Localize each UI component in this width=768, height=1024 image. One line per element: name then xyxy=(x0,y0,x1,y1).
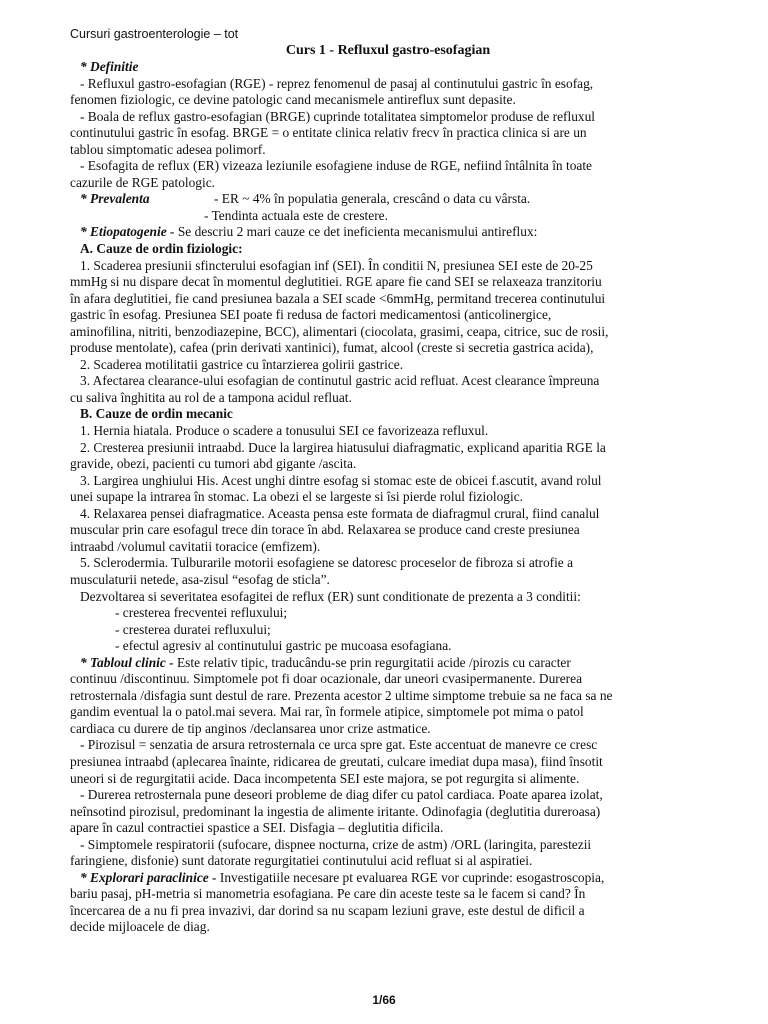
text-line: cazurile de RGE patologic. xyxy=(70,174,216,190)
conditions-list xyxy=(70,605,696,655)
text-line: muscular prin care esofagul trece din torace în abd. Relaxarea se produce cand creste presiunea xyxy=(70,522,580,538)
text-line: 2. Scaderea motilitatii gastrice cu întarzierea golirii gastrice. xyxy=(80,356,404,372)
text-line: intraabd /volumul cavitatii toracice (emfizem). xyxy=(70,538,321,554)
page-number: 1/66 xyxy=(372,993,396,1007)
prevalenta-row xyxy=(70,191,696,208)
tablou-text: Este relativ tipic, traducându-se prin regurgitatii acide /pirozis cu caracter xyxy=(173,654,571,670)
text-line: musculaturii netede, asa-zisul “esofag de sticla”. xyxy=(70,571,330,587)
text-line: gravide, obezi, pacienti cu tumori abd gigante /ascita. xyxy=(70,456,357,472)
text-line: Dezvoltarea si severitatea esofagitei de reflux (ER) sunt conditionate de prezenta a 3 conditii: xyxy=(80,588,581,604)
text-line: neînsotind pirozisul, predominant la ingestia de alimente iritante. Odinofagia (deglutitia dureroasa) xyxy=(70,803,601,819)
text-line: în afara deglutitiei, fie cand presiunea bazala a SEI scade <6mmHg, permitand trecerea continutului xyxy=(70,290,606,306)
text-line: continutului gastric în esofag. BRGE = o entitate clinica relativ frecv în practica clinica si are un xyxy=(70,125,587,141)
text-line: - Esofagita de reflux (ER) vizeaza leziunile esofagiene induse de RGE, nefiind întâlnita în toate xyxy=(80,158,592,174)
text-line: 5. Sclerodermia. Tulburarile motorii esofagiene se datoresc proceselor de fibroza si atrofie a xyxy=(80,555,574,571)
prevalenta-line: - ER ~ 4% în populatia generala, crescând o data cu vârsta. xyxy=(214,191,531,207)
text-line: încercarea de a nu fi prea invazivi, dar dorind sa nu scapam leziuni grave, este destul de dificil a xyxy=(70,902,585,918)
text-line: cardiaca cu durere de tip anginos /declansarea unor crize astmatice. xyxy=(70,720,431,736)
text-line: cu saliva înghitita au rol de a tampona acidul refluat. xyxy=(70,389,352,405)
text-line: retrosternala /disfagia sunt destul de rare. Prezenta acestor 2 ultime simptome trebuie sa ne faca sa ne xyxy=(70,687,613,703)
subheading-cauze-mecanic: B. Cauze de ordin mecanic xyxy=(80,406,233,422)
etiopatogenie-text: Se descriu 2 mari cauze ce det ineficienta mecanismului antireflux: xyxy=(174,224,538,240)
tablou-clinic-paragraph xyxy=(70,671,696,870)
section-label-explorari: * Explorari paraclinice - xyxy=(80,869,217,885)
text-line: presiunea intraabd (aplecarea înainte, ridicarea de greutati, culcare imediat dupa masa), fiind însotit xyxy=(70,753,603,769)
text-line: gandim eventual la o patol.mai severa. Mai rar, în formele atipice, simptomele pot mima o patol xyxy=(70,704,584,720)
text-line: continuu /discontinuu. Simptomele pot fi doar ocazionale, dar uneori cvasipermanente. Durerea xyxy=(70,671,583,687)
text-line: uneori si de regurgitatii acide. Daca incompetenta SEI este majora, se pot regurgita si alimente. xyxy=(70,770,580,786)
text-line: gastric în esofag. Presiunea SEI poate fi redusa de factori medicamentosi (anticolinergice, xyxy=(70,307,552,323)
text-line: faringiene, disfonie) sunt datorate regurgitatiei continutului acid refluat si al aspiratiei. xyxy=(70,853,533,869)
text-line: tablou simptomatic adesea polimorf. xyxy=(70,141,266,157)
text-line: 2. Cresterea presiunii intraabd. Duce la largirea hiatusului diafragmatic, explicand aparitia RGE la xyxy=(80,439,606,455)
text-line: aminofilina, nitriti, benzodiazepine, BCC), alimentari (ciocolata, grasimi, ceapa, citrice, suc de rosii, xyxy=(70,323,609,339)
document-body xyxy=(70,59,696,936)
explorari-first-line xyxy=(70,870,696,887)
document-header: Cursuri gastroenterologie – tot xyxy=(70,27,239,41)
text-line: - Boala de reflux gastro-esofagian (BRGE) cuprinde totalitatea simptomelor produse de refluxul xyxy=(80,108,596,124)
explorari-paragraph xyxy=(70,886,696,936)
text-line: - Simptomele respiratorii (sufocare, dispnee nocturna, crize de astm) /ORL (laringita, parestezii xyxy=(80,836,592,852)
tablou-first-line xyxy=(70,655,696,672)
text-line: - Durerea retrosternala pune deseori probleme de diag difer cu patol cardiaca. Poate aparea izolat, xyxy=(80,787,603,803)
section-label-tablou-clinic: * Tabloul clinic - xyxy=(80,654,174,670)
etiopatogenie-line xyxy=(70,224,696,241)
section-label-prevalenta: * Prevalenta xyxy=(80,191,150,207)
text-line: 3. Afectarea clearance-ului esofagian de continutul gastric acid refluat. Acest clearance împreuna xyxy=(80,373,600,389)
text-line: 4. Relaxarea pensei diafragmatice. Aceasta pensa este formata de diafragmul crural, fiind canalul xyxy=(80,505,600,521)
subheading-cauze-fiziologic: A. Cauze de ordin fiziologic: xyxy=(80,241,243,257)
text-line: 1. Hernia hiatala. Produce o scadere a tonusului SEI ce favorizeaza refluxul. xyxy=(80,423,489,439)
text-line: apare în cazul contractiei spastice a SEI. Disfagia – deglutitia dificila. xyxy=(70,820,444,836)
page-title: Curs 1 - Refluxul gastro-esofagian xyxy=(285,43,491,58)
prevalenta-line: - Tendinta actuala este de crestere. xyxy=(204,207,388,223)
text-line: mmHg si nu dispare decat în momentul deglutitiei. RGE apare fie cand SEI se relaxeaza tranzitoriu xyxy=(70,274,602,290)
text-line: unei supape la intrarea în stomac. La obezi el se largeste si îsi pierde rolul fiziologic. xyxy=(70,489,524,505)
cauze-fiziologic-list xyxy=(70,258,696,407)
text-line: 1. Scaderea presiunii sfincterului esofagian inf (SEI). În conditii N, presiunea SEI este de 20-25 xyxy=(80,257,593,273)
text-line: - cresterea frecventei refluxului; xyxy=(115,605,288,621)
text-line: - efectul agresiv al continutului gastric pe mucoasa esofagiana. xyxy=(115,638,452,654)
text-line: 3. Largirea unghiului His. Acest unghi dintre esofag si stomac este de obicei f.ascutit, avand rolul xyxy=(80,472,602,488)
explorari-text: Investigatiile necesare pt evaluarea RGE vor cuprinde: esogastroscopia, xyxy=(216,869,605,885)
text-line: decide mijloacele de diag. xyxy=(70,919,210,935)
text-line: - cresterea duratei refluxului; xyxy=(115,621,271,637)
text-line: produse mentolate), cafea (prin derivati xantinici), fumat, alcool (creste si secretia gastrica acida), xyxy=(70,340,594,356)
cauze-mecanic-list xyxy=(70,423,696,605)
text-line: - Pirozisul = senzatia de arsura retrosternala ce urca spre gat. Este accentuat de manevre ce cresc xyxy=(80,737,598,753)
section-heading-definitie: * Definitie xyxy=(80,59,139,74)
text-line: bariu pasaj, pH-metria si manometria esofagiana. Pe care din aceste teste sa le facem si cand? În xyxy=(70,886,586,902)
section-label-etiopatogenie: * Etiopatogenie - xyxy=(80,224,175,240)
definitie-paragraph xyxy=(70,76,696,192)
text-line: fenomen fiziologic, ce devine patologic cand mecanismele antireflux sunt depasite. xyxy=(70,92,516,108)
text-line: - Refluxul gastro-esofagian (RGE) - reprez fenomenul de pasaj al continutului gastric în esofag, xyxy=(80,75,594,91)
